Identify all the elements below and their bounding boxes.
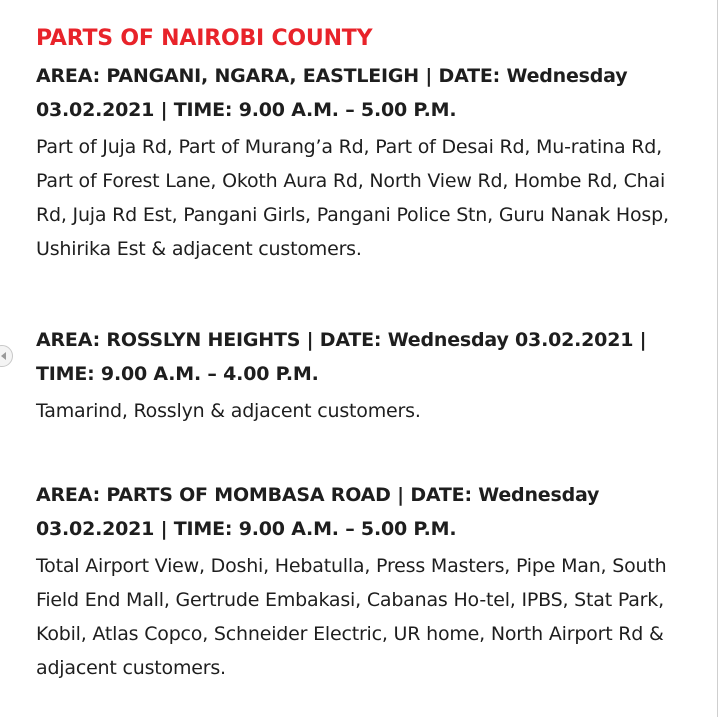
page-edge-line	[717, 0, 718, 717]
section-header: AREA: PARTS OF MOMBASA ROAD | DATE: Wednesday 03.02.2021 | TIME: 9.00 A.M. – 5.00 P.M.	[36, 484, 600, 540]
section-body: Tamarind, Rosslyn & adjacent customers.	[36, 400, 421, 422]
section-body: Total Airport View, Doshi, Hebatulla, Press Masters, Pipe Man, South Field End Mall, Gertrude Embakasi, Cabanas Ho-tel, IPBS, Stat Park, Kobil, Atlas Copco, Schneider Electric, UR home, North Airport Rd & adjacent customers.	[36, 555, 667, 679]
section-rosslyn	[36, 323, 696, 428]
scroll-left-arrow-icon[interactable]	[0, 345, 13, 367]
notice-content	[36, 22, 696, 685]
section-header: AREA: ROSSLYN HEIGHTS | DATE: Wednesday 03.02.2021 | TIME: 9.00 A.M. – 4.00 P.M.	[36, 329, 647, 385]
section-mombasa-road	[36, 478, 696, 685]
section-header: AREA: PANGANI, NGARA, EASTLEIGH | DATE: Wednesday 03.02.2021 | TIME: 9.00 A.M. – 5.00 P.M.	[36, 65, 628, 121]
county-title: PARTS OF NAIROBI COUNTY	[36, 26, 373, 51]
section-body: Part of Juja Rd, Part of Murang’a Rd, Part of Desai Rd, Mu-ratina Rd, Part of Forest Lane, Okoth Aura Rd, North View Rd, Hombe Rd, Chai Rd, Juja Rd Est, Pangani Girls, Pangani Police Stn, Guru Nanak Hosp, Ushirika Est & adjacent customers.	[36, 136, 669, 260]
section-pangani	[36, 59, 696, 266]
